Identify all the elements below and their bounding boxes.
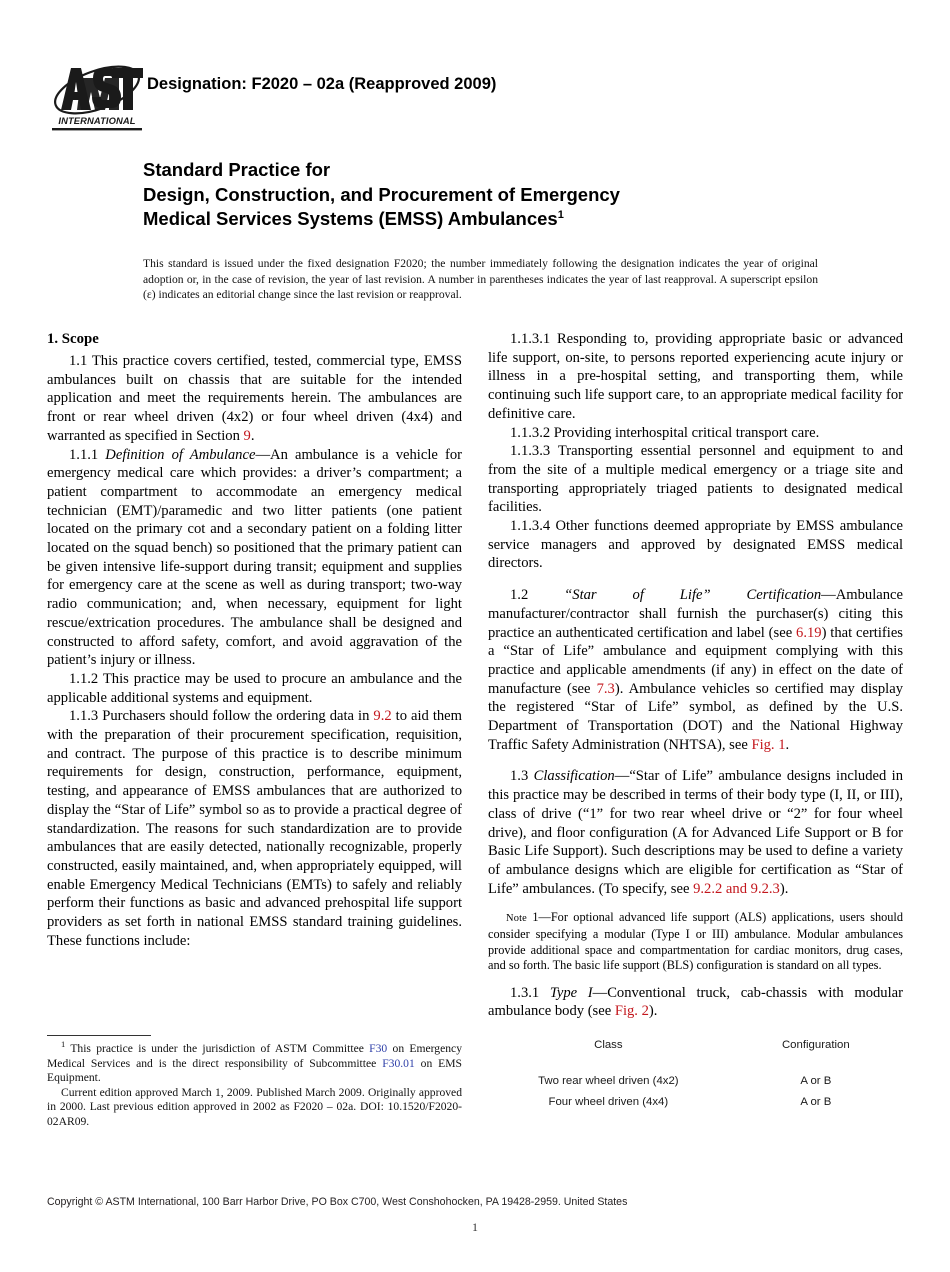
clause-body: —Conventional truck, cab-chassis with modular ambulance body (see <box>488 984 903 1020</box>
astm-international-logo-icon <box>47 58 147 138</box>
clause-number: 1.3.1 <box>510 984 540 1001</box>
figure-link-fig-2[interactable]: Fig. 2 <box>614 1003 649 1020</box>
note-body: For optional advanced life support (ALS) applications, users should consider specifying a modular (Type I or III) ambulance. Modular ambulances provide additional space and compartmentation for cardiac monitors, drug cases, and so forth. The basic life support (BLS) configuration is standard on all types. <box>488 910 903 973</box>
clause-body: ) that certifies a “Star of Life” ambulance and equipment complying with this practice and applicable amendments (if any) in effect on the date of manufacture (see <box>488 624 903 697</box>
clause-body: —Ambulance manufacturer/contractor shall furnish the purchaser(s) citing this practice an authenticated certification and label (see <box>488 587 903 641</box>
title-line-2: Design, Construction, and Procurement of Emergency <box>143 183 620 205</box>
clause-number: 1.1.3.4 <box>510 518 551 535</box>
clause-body-tail: . <box>785 736 790 753</box>
clause-body: Purchasers should follow the ordering data in <box>102 708 374 725</box>
section-heading-scope: 1. Scope <box>47 331 99 347</box>
paragraph-1-1-3-3 <box>488 442 903 517</box>
table-row <box>488 1092 903 1113</box>
footnote-divider <box>47 1035 151 1036</box>
clause-body: This practice covers certified, tested, commercial type, EMSS ambulances built on chassis that are suitable for the intended application and meet the requirements herein. The ambulances are front or rear wheel driven (4x2) or four wheel driven (4x4) and warranted as specified in Section <box>47 353 462 444</box>
clause-term: “Star of Life” Certification <box>564 587 822 604</box>
footnote-current-edition: Current edition approved March 1, 2009. Published March 2009. Originally approved in 2000. Last previous edition approved in 2002 as F2020 – 02a. DOI: 10.1520/F2020-02AR09. <box>47 1085 462 1128</box>
clause-number: 1.1.3.2 <box>510 424 551 441</box>
left-column <box>47 330 462 951</box>
svg-text:INTERNATIONAL: INTERNATIONAL <box>58 115 136 126</box>
note-1-block <box>488 910 903 973</box>
clause-number: 1.1.3 <box>69 708 99 725</box>
footnote-text-b: on Emergency Medical Services and is the direct responsibility of Subcommittee <box>47 1042 462 1070</box>
table-header-row <box>488 1031 903 1071</box>
title-footnote-marker: 1 <box>557 208 564 221</box>
paragraph-1-1-3-4 <box>488 517 903 573</box>
cross-reference-link-9-2-2-9-2-3[interactable]: 9.2.2 and 9.2.3 <box>693 880 780 897</box>
title-line-3-text: Medical Services Systems (EMSS) Ambulances <box>143 208 558 229</box>
cell-class: Four wheel driven (4x4) <box>548 1095 669 1108</box>
clause-body: Transporting essential personnel and equipment to and from the site of a multiple medical emergency or a triage site and transporting appropriately triaged patients to designated medical facilities. <box>488 443 903 516</box>
cross-reference-link-7-3[interactable]: 7.3 <box>596 680 615 697</box>
clause-body-tail: ). <box>779 880 789 897</box>
clause-body-tail: ). <box>648 1003 658 1020</box>
clause-body: ). Ambulance vehicles so certified may display the registered “Star of Life” symbol, as defined by the U.S. Department of Transportation (DOT) and the National Highway Traffic Safety Administration (NHTSA), see <box>488 680 903 753</box>
cell-class: Two rear wheel driven (4x2) <box>538 1074 679 1087</box>
footnote-marker: 1 <box>61 1039 66 1050</box>
page-header <box>47 58 903 140</box>
clause-number: 1.1.3.1 <box>510 331 551 347</box>
paragraph-1-1-3-1 <box>488 330 903 424</box>
issue-statement: This standard is issued under the fixed designation F2020; the number immediately following the designation indicates the year of original adoption or, in the case of revision, the year of last revision. A number in parentheses indicates the year of last reapproval. A superscript epsilon (ε) indicates an editorial change since the last revision or reapproval. <box>143 257 818 301</box>
footnote-jurisdiction <box>47 1039 462 1086</box>
clause-number: 1.1 <box>69 353 88 369</box>
clause-term: Classification <box>533 768 615 785</box>
paragraph-1-1-2 <box>47 670 462 707</box>
clause-number: 1.1.2 <box>69 670 99 687</box>
astm-logo <box>47 58 147 138</box>
clause-body-tail: to aid them with the preparation of their procurement specification, requisition, and contract. The purpose of this practice is to describe minimum requirements for design, construction, performance, equipment, testing, and appearance of EMSS ambulances that are authorized to display the “Star of Life” symbol so as to provide a practical degree of standardization. The reasons for such standardization are to provide ambulances that are easily detected, nationally recognizable, properly constructed, easily maintained, and, when appropriately equipped, will enable Emergency Medical Technicians (EMTs) to safely and reliably perform their functions as basic and advanced prehospital life support providers as set forth in national EMSS standard training guidelines. These functions include: <box>47 708 463 949</box>
footnote-text-a: This practice is under the jurisdiction of ASTM Committee <box>65 1042 370 1055</box>
clause-body: This practice may be used to procure an ambulance and the applicable additional systems and equipment. <box>47 670 462 706</box>
right-column <box>488 330 903 1112</box>
cell-configuration: A or B <box>800 1095 832 1108</box>
cross-reference-link-9[interactable]: 9 <box>243 427 251 444</box>
clause-body: Providing interhospital critical transport care. <box>553 424 820 441</box>
clause-term: Definition of Ambulance <box>105 446 256 463</box>
clause-number: 1.3 <box>510 768 529 785</box>
cell-configuration: A or B <box>800 1074 832 1087</box>
clause-body-tail: . <box>250 427 255 444</box>
clause-body: Responding to, providing appropriate basic or advanced life support, on-site, to persons reported experiencing acute injury or illness in a pre-hospital setting, and transporting them, while continuing such life support care, to an appropriate medical facility for definitive care. <box>488 331 903 422</box>
clause-body: —An ambulance is a vehicle for emergency medical care which provides: a driver’s compartment; a patient compartment to accommodate an emergency medical technician (EMT)/paramedic and two litter patients (one patient located on the primary cot and a secondary patient on a folding litter located on the squad bench) so positioned that the primary patient can be given intensive life-support during transit; equipment and supplies for emergency care at the scene as well as during transport; two-way radio communication; and, when necessary, equipment for light rescue/extrication procedures. The ambulance shall be designed and constructed to afford safety, comfort, and avoid aggravation of the patient’s injury or illness. <box>47 446 462 669</box>
classification-table <box>488 1031 903 1112</box>
title-line-1: Standard Practice for <box>143 159 331 180</box>
designation-label: Designation: F2020 – 02a (Reapproved 2009) <box>147 75 497 93</box>
title-line-3 <box>143 207 903 232</box>
paragraph-1-1-3-2 <box>488 424 903 443</box>
clause-body: —“Star of Life” ambulance designs included in this practice may be described in terms of their body type (I, II, or III), class of drive (“1” for two rear wheel drive or “2” for four wheel drive), and floor configuration (A for Advanced Life Support or B for Basic Life Support). Such descriptions may be used to define a variety of ambulance designs which are eligible for certification as “Star of Life” ambulances. (To specify, see <box>488 768 903 897</box>
clause-term: Type I <box>549 984 593 1001</box>
column-header-configuration: Configuration <box>781 1039 850 1052</box>
paragraph-1-1-1 <box>47 446 462 670</box>
subcommittee-link-f30-01[interactable]: F30.01 <box>382 1056 415 1070</box>
paragraph-1-2 <box>488 586 903 754</box>
note-label: Note <box>506 913 527 925</box>
note-number: 1— <box>527 910 551 925</box>
footnote-text-c: on EMS Equipment. <box>47 1056 462 1085</box>
copyright-notice: Copyright © ASTM International, 100 Barr Harbor Drive, PO Box C700, West Conshohocken, PA 19428-2959. United States <box>47 1196 628 1208</box>
paragraph-1-3 <box>488 767 903 898</box>
cross-reference-link-9-2[interactable]: 9.2 <box>373 708 392 725</box>
cross-reference-link-6-19[interactable]: 6.19 <box>796 624 822 641</box>
clause-number: 1.2 <box>510 587 529 604</box>
paragraph-1-3-1 <box>488 984 903 1021</box>
clause-number: 1.1.1 <box>69 446 99 463</box>
clause-body: Other functions deemed appropriate by EMSS ambulance service managers and approved by designated EMSS medical directors. <box>488 518 903 572</box>
clause-number: 1.1.3.3 <box>510 443 551 460</box>
table-row <box>488 1071 903 1092</box>
document-title <box>143 158 903 232</box>
figure-link-fig-1[interactable]: Fig. 1 <box>751 736 786 753</box>
column-header-class: Class <box>594 1039 623 1052</box>
page-number: 1 <box>472 1220 478 1234</box>
paragraph-1-1 <box>47 352 462 446</box>
committee-link-f30[interactable]: F30 <box>369 1042 388 1055</box>
paragraph-1-1-3 <box>47 707 462 950</box>
footnote-block <box>47 1039 462 1130</box>
